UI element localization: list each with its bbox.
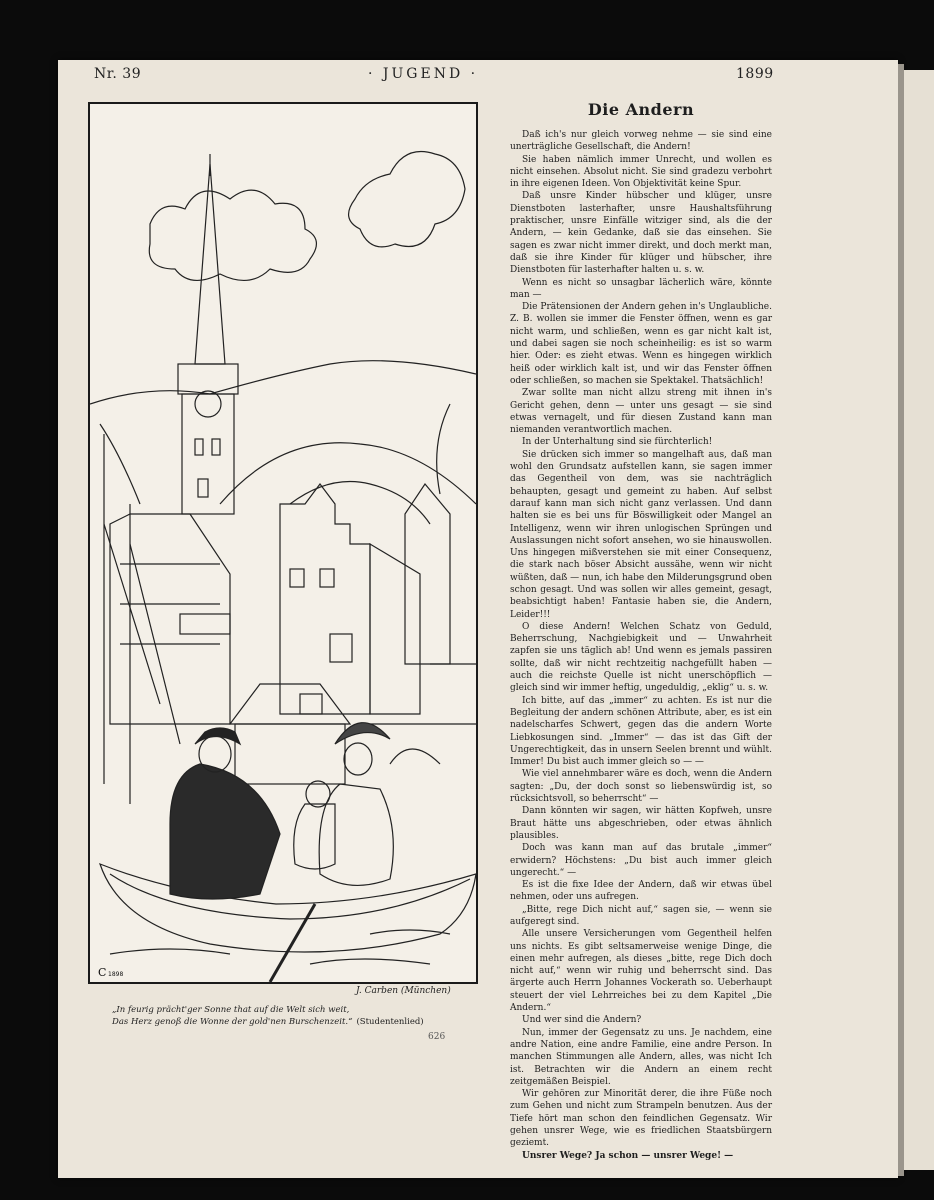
- caption-line-1: „In feurig prächt'ger Sonne that auf die Welt sich weit,: [112, 1005, 350, 1015]
- magazine-title: · JUGEND ·: [368, 66, 479, 82]
- article-paragraph: Zwar sollte man nicht allzu streng mit ihnen in's Gericht gehen, denn — unter uns gesagt — sie sind etwas vernagelt, und für diesen Zustand kann man niemanden verantwortlich machen.: [510, 388, 772, 436]
- woman-figure: [319, 784, 393, 885]
- article-paragraph: „Bitte, rege Dich nicht auf,“ sagen sie, — wenn sie aufgeregt sind.: [510, 904, 772, 927]
- article-paragraph: Wenn es nicht so unsagbar lächerlich wäre, könnte man —: [510, 277, 772, 300]
- round-tower: [405, 484, 450, 664]
- article-paragraph: Daß unsre Kinder hübscher und klüger, unsre Dienstboten lasterhafter, unsre Haushaltsführung praktischer, unsre Einfälle witziger sind, als die der Andern, — kein Gedanke, daß sie das einsehen. Sie sagen es zwar nicht immer direkt, und doch merkt man, daß sie ihre Kinder für klüger und hübscher, ihre Dienstboten für lasterhafter halten u. s. w.: [510, 191, 772, 276]
- caption-line-2: Das Herz genoß die Wonne der gold'nen Burschenzeit.“ (Studentenlied): [112, 1017, 424, 1027]
- article-paragraph: Doch was kann man auf das brutale „immer“ erwidern? Höchstens: „Du bist auch immer gleich ungerecht.“ —: [510, 843, 772, 878]
- article-paragraph: Nun, immer der Gegensatz zu uns. Je nachdem, eine andre Nation, eine andre Familie, eine andre Person. In manchen Stimmungen alle Andern, alles, was nicht Ich ist. Betrachten wir die Andern an einem recht zeitgemäßen Beispiel.: [510, 1027, 772, 1087]
- article-paragraph: Dann könnten wir sagen, wir hätten Kopfweh, unsre Braut hätte uns abgeschrieben, oder etwas ähnlich plausibles.: [510, 806, 772, 841]
- article-paragraph: Ich bitte, auf das „immer“ zu achten. Es ist nur die Begleitung der andern schönen Attribute, aber, es ist ein nadelscharfes Schwert, gegen das die andern Worte Liebkosungen sind. „Immer“ — das ist das Gift der Ungerechtigkeit, das in unsern Seelen brennt und wühlt. Immer! Du bist auch immer gleich so — —: [510, 695, 772, 768]
- adjacent-page-edge: [904, 70, 934, 1170]
- cloud-right: [349, 152, 465, 247]
- oar: [270, 904, 315, 982]
- article-paragraph: Wie viel annehmbarer wäre es doch, wenn die Andern sagten: „Du, der doch sonst so liebenswürdig ist, so rücksichtsvoll, so beherrscht“ —: [510, 769, 772, 805]
- illustration-drawing: [90, 104, 476, 982]
- caption-source: (Studentenlied): [356, 1017, 424, 1027]
- article-paragraph: Sie drücken sich immer so mangelhaft aus, daß man wohl den Grundsatz aufstellen kann, sie sagen immer das Gegentheil von dem, was sie nachträglich behaupten, gesagt und gemeint zu haben. Auf selbst darauf kann man sich nicht ganz verlassen. Und dann halten sie es bei uns für Böswilligkeit oder Mangel an Intelligenz, wenn wir ihren unlogischen Sprüngen und Auslassungen nicht sofort ansehen, wo sie hinauswollen. Uns hingegen mißverstehen sie mit einer Consequenz, die stark nach böser Absicht aussähe, wenn wir nicht wüßten, daß — nun, ich habe den Milderungsgrund oben schon gesagt. Und was sollen wir alles gemeint, gesagt, beabsichtigt haben! Fantasie haben sie, die Andern, Leider!!!: [510, 449, 772, 620]
- artwork-year: 1898: [108, 971, 124, 978]
- article-paragraph: Daß ich's nur gleich vorweg nehme — sie sind eine unerträgliche Gesellschaft, die Andern!: [510, 130, 772, 153]
- artist-credit: J. Carben (München): [356, 986, 451, 996]
- article-paragraph: Und wer sind die Andern?: [522, 1015, 642, 1026]
- publication-year: 1899: [736, 66, 774, 82]
- article-paragraph: In der Unterhaltung sind sie fürchterlich!: [522, 437, 713, 448]
- bridge: [370, 724, 476, 764]
- hills-line: [90, 361, 476, 404]
- cloud-left: [149, 190, 316, 280]
- artist-monogram: C: [98, 966, 107, 979]
- article-paragraph: Alle unsere Versicherungen vom Gegentheil helfen uns nichts. Es gibt seltsamerweise wenige Dinge, die einen mehr aufregen, als dieses „bitte, rege Dich doch nicht auf,“ wenn wir ruhig und beherrscht sind. Das ärgerte auch Herrn Johannes Vockerath so. Ueberhaupt steuert der viel Lehrreiches bei zu dem Kapitel „Die Andern.“: [510, 929, 772, 1014]
- article-title: Die Andern: [587, 100, 695, 119]
- article-paragraph: Die Prätensionen der Andern gehen in's Unglaubliche. Z. B. wollen sie immer die Fenster öffnen, wenn es gar nicht warm, und schließen, wenn es gar nicht kalt ist, und dabei sagen sie noch scheinheilig: es ist so warm hier. Oder: es zieht etwas. Wenn es hingegen wirklich heiß oder wirklich kalt ist, und wir das Fenster öffnen oder schließen, so machen sie Spektakel. Thatsächlich!: [510, 302, 772, 386]
- clock-face: [195, 391, 221, 417]
- rowing-boat: [100, 864, 476, 952]
- page-number: 626: [428, 1032, 446, 1042]
- timber-house-left: [110, 514, 230, 724]
- article-paragraph: Wir gehören zur Minorität derer, die ihre Füße noch zum Gehen und nicht zum Strampeln benutzen. Aus der Tiefe hört man schon den feindlichen Gegensatz. Wir gehen unsrer Wege, wie es friedlichen Staatsbürgern geziemt.: [510, 1089, 772, 1149]
- issue-number: Nr. 39: [94, 66, 142, 82]
- rowing-boat-illustration: [88, 102, 478, 984]
- article-paragraph: Sie haben nämlich immer Unrecht, und wollen es nicht einsehen. Absolut nicht. Sie sind gradezu verbohrt in ihre eigenen Ideen. Von Objektivität keine Spur.: [510, 154, 772, 190]
- article-column: [510, 100, 772, 1162]
- article-paragraph: Es ist die fixe Idee der Andern, daß wir etwas übel nehmen, oder uns aufregen.: [510, 880, 772, 903]
- illustration-caption: [112, 1004, 492, 1028]
- article-paragraph: O diese Andern! Welchen Schatz von Geduld, Beherrschung, Nachgiebigkeit und — Unwahrheit zapfen sie uns täglich ab! Und wenn es jemals passiren sollte, daß wir nicht rechtzeitig nachgefüllt haben — auch die reichste Quelle ist nicht unerschöpflich — gleich sind wir immer heftig, ungeduldig, „eklig“ u. s. w.: [510, 621, 772, 694]
- article-closing-line: Unsrer Wege? Ja schon — unsrer Wege! —: [522, 1150, 734, 1161]
- stepped-gable-house: [280, 484, 370, 714]
